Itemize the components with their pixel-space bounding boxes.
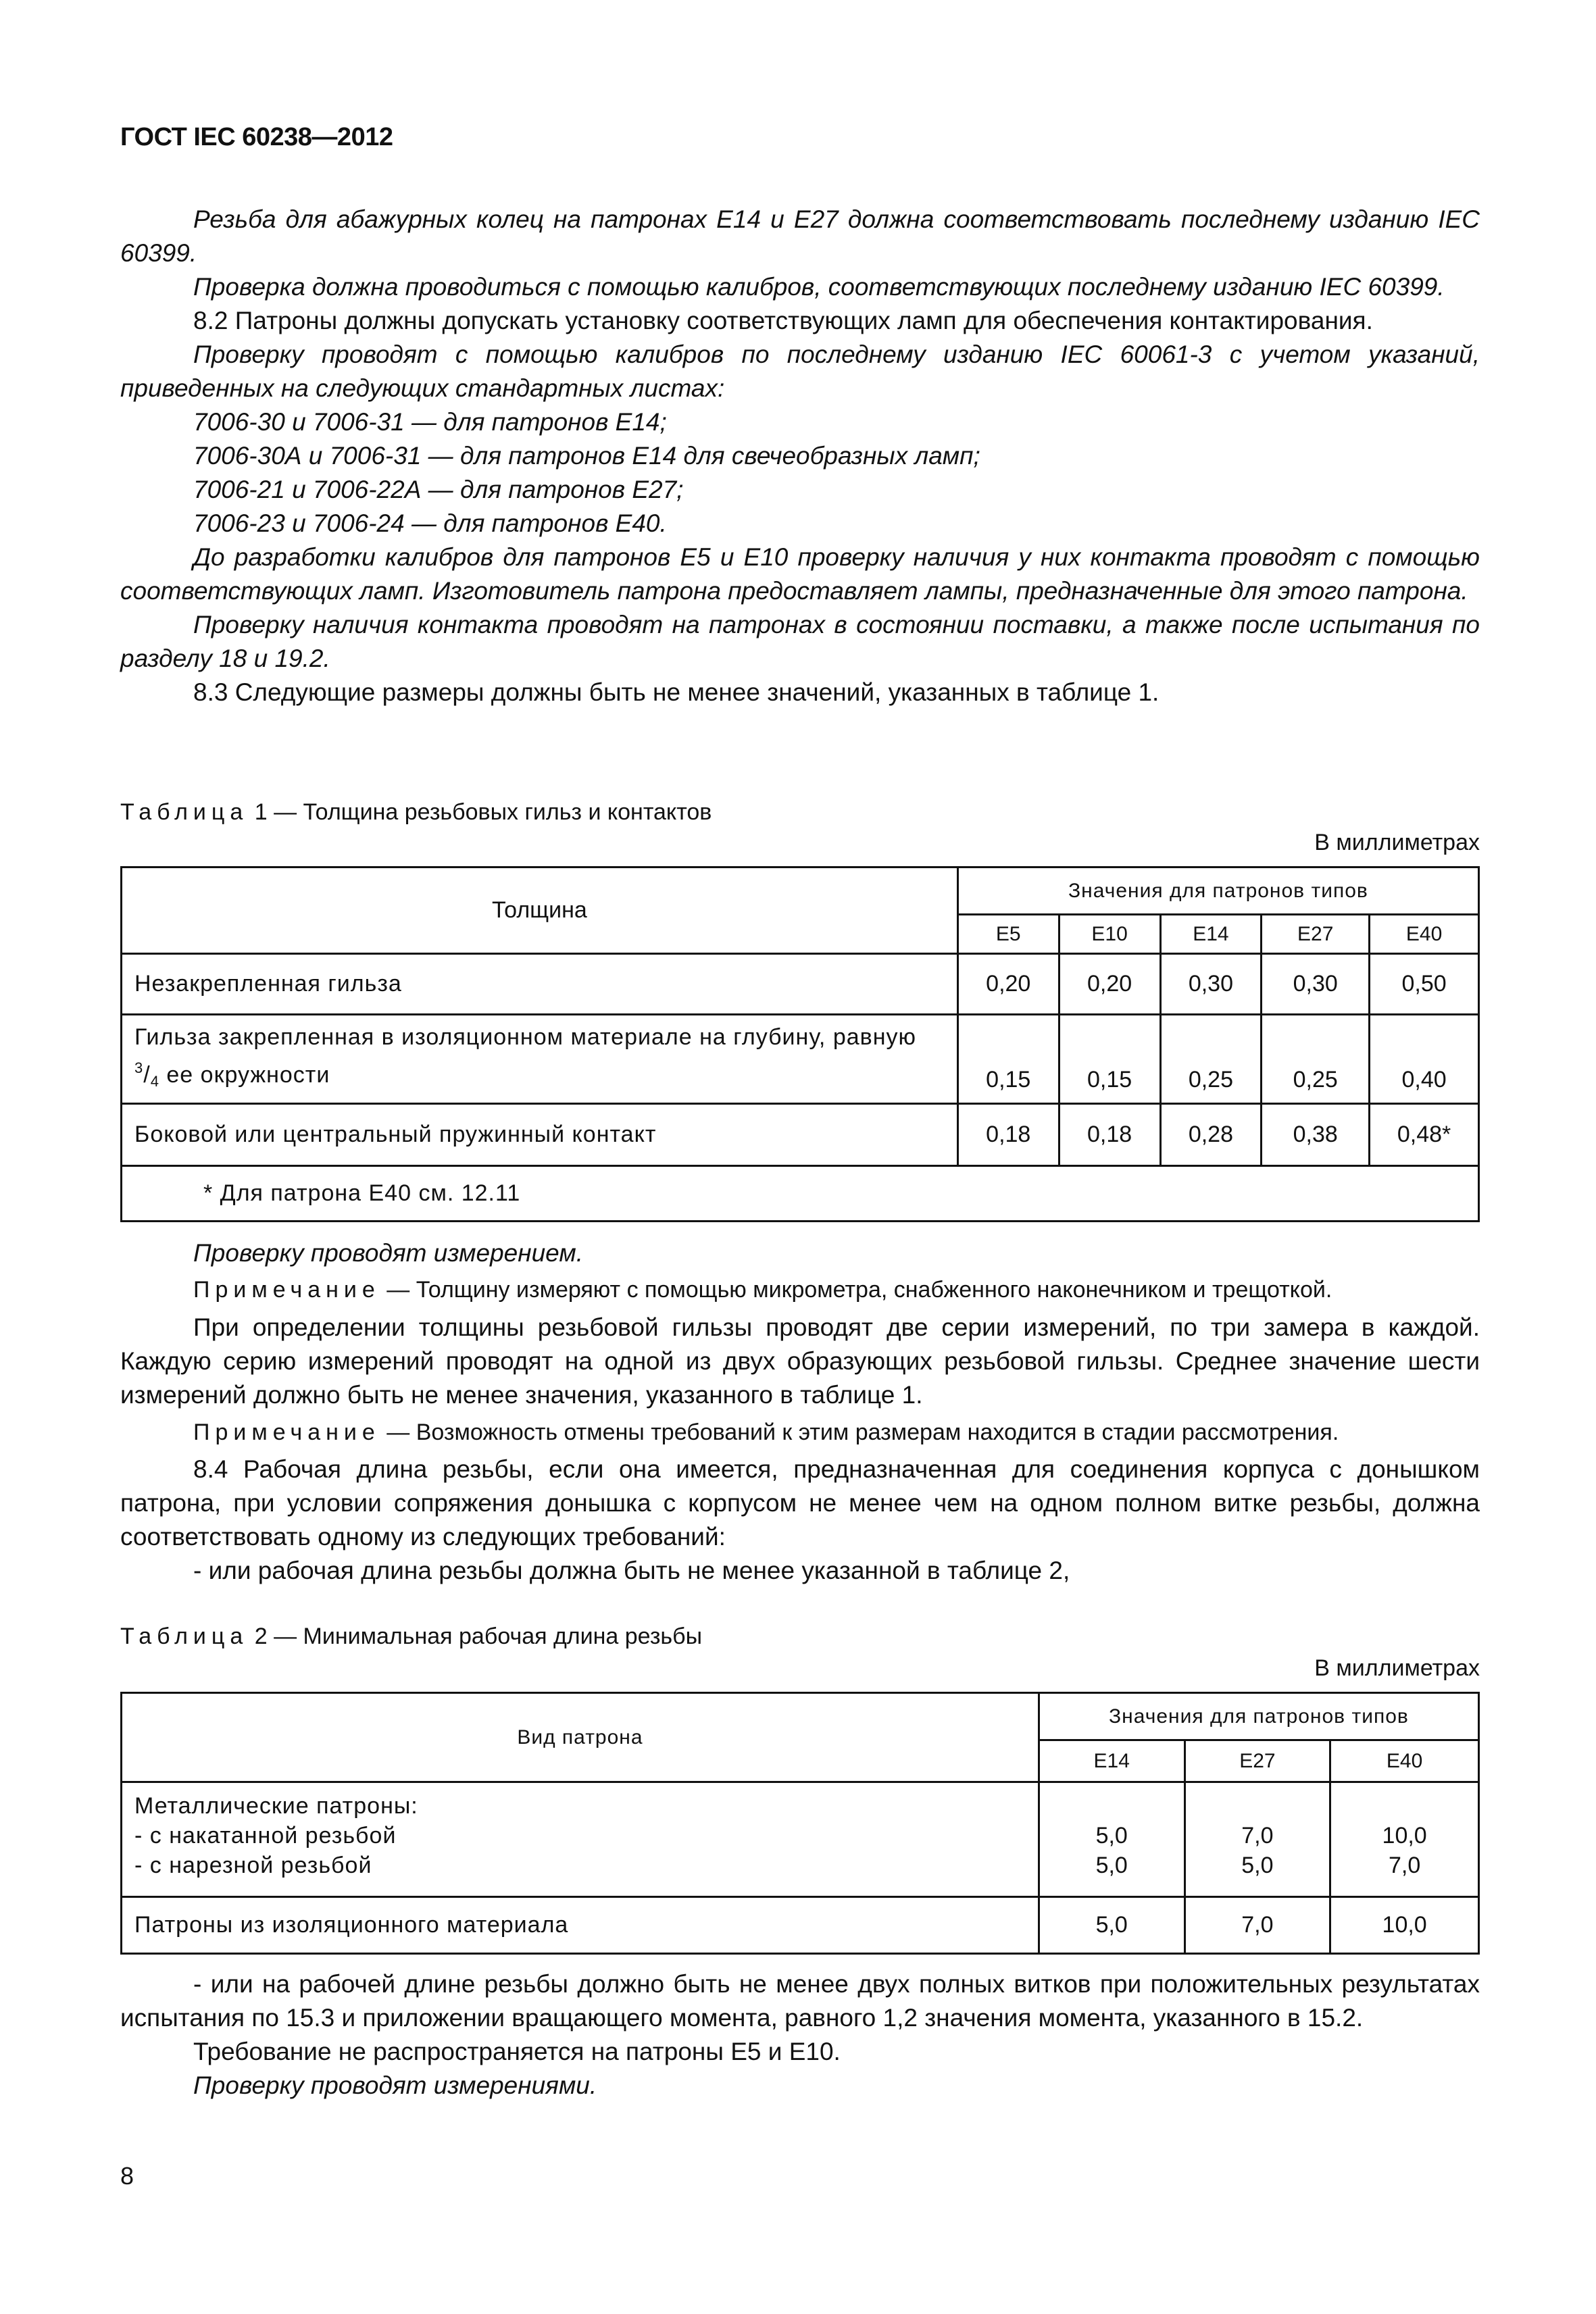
table-row: [122, 1897, 1479, 1954]
caption-word: Таблица: [120, 799, 249, 825]
page-number: 8: [120, 2162, 134, 2190]
paragraph: - или рабочая длина резьбы должна быть не менее указанной в таблице 2,: [193, 1557, 1070, 1584]
row-label: [122, 1782, 1039, 1897]
text-block-3: [120, 1967, 1480, 2103]
cell: 0,30: [1160, 954, 1262, 1015]
table2-type: Е14: [1039, 1740, 1184, 1782]
table1-type: Е40: [1370, 915, 1479, 954]
cell: 5,0: [1039, 1897, 1184, 1954]
table1-group-header: Значения для патронов типов: [957, 867, 1478, 915]
cell: 0,20: [957, 954, 1059, 1015]
note-text: — Толщину измеряют с помощью микрометра, снабженного наконечником и трещоткой.: [380, 1277, 1332, 1303]
table2-unit: В миллиметрах: [1314, 1655, 1480, 1681]
table2-group-header: Значения для патронов типов: [1039, 1693, 1478, 1740]
table-row: [122, 954, 1479, 1015]
paragraph: До разработки калибров для патронов Е5 и Е10 проверку наличия у них контакта проводят с помощью соответствующих ламп. Изготовитель патрона предоставляет лампы, предназначенные для этого патрона.: [120, 543, 1480, 605]
note-text: — Возможность отмены требований к этим размерам находится в стадии рассмотрения.: [380, 1419, 1339, 1445]
row-label-text: ее окружности: [159, 1061, 330, 1088]
cell: 7,0: [1184, 1897, 1330, 1954]
row-label-text: Гильза закрепленная в изоляционном материале на глубину, равную: [134, 1024, 916, 1050]
paragraph: 8.4 Рабочая длина резьбы, если она имеется, предназначенная для соединения корпуса с донышком патрона, при условии сопряжения донышка с корпусом не менее чем на одном полном витке резьбы, должна соответствовать одному из следующих требований:: [120, 1455, 1480, 1551]
cell: [1039, 1782, 1184, 1897]
paragraph: 8.2 Патроны должны допускать установку соответствующих ламп для обеспечения контактирования.: [193, 307, 1373, 334]
table1-type: Е5: [957, 915, 1059, 954]
table2-caption: [120, 1621, 702, 1651]
cell: 0,20: [1059, 954, 1160, 1015]
caption-word: Таблица: [120, 1624, 249, 1649]
cell: 0,25: [1160, 1015, 1262, 1104]
paragraph: Проверку проводят измерениями.: [193, 2071, 597, 2099]
table1-col-header: Толщина: [122, 867, 958, 954]
list-item: 7006-30 и 7006-31 — для патронов Е14;: [193, 408, 667, 436]
fraction-numerator: 3: [134, 1059, 144, 1076]
paragraph: Проверку проводят с помощью калибров по последнему изданию IEC 60061-3 с учетом указаний, приведенных на следующих стандартных листах:: [120, 341, 1480, 402]
list-item: 7006-30А и 7006-31 — для патронов Е14 для свечеобразных ламп;: [193, 442, 980, 470]
list-item: 7006-21 и 7006-22А — для патронов Е27;: [193, 476, 684, 503]
table-row: [122, 1104, 1479, 1166]
document-header: ГОСТ IEC 60238—2012: [120, 123, 393, 151]
cell-value: 5,0: [1241, 1853, 1274, 1878]
cell: 0,38: [1262, 1104, 1370, 1166]
fraction-slash: /: [143, 1061, 151, 1088]
cell: 0,28: [1160, 1104, 1262, 1166]
cell-value: 5,0: [1095, 1823, 1128, 1848]
note-2: [120, 1412, 1480, 1453]
table1-footnote: * Для патрона Е40 см. 12.11: [122, 1166, 1479, 1222]
table1-type: Е27: [1262, 915, 1370, 954]
fraction-denominator: 4: [150, 1072, 159, 1090]
paragraph: Резьба для абажурных колец на патронах Е14 и Е27 должна соответствовать последнему изданию IEC 60399.: [120, 205, 1480, 267]
text-block-2: [120, 1235, 1480, 1588]
note-word: Примечание: [193, 1419, 380, 1445]
table1: [120, 866, 1480, 1222]
cell: 0,18: [1059, 1104, 1160, 1166]
row-label-line: Металлические патроны:: [134, 1793, 418, 1819]
note-1: [120, 1272, 1480, 1308]
caption-text: 1 — Толщина резьбовых гильз и контактов: [248, 799, 712, 825]
text-block-1: [120, 203, 1480, 709]
table2-type: Е27: [1184, 1740, 1330, 1782]
table1-unit: В миллиметрах: [1314, 830, 1480, 855]
cell: 0,48*: [1370, 1104, 1479, 1166]
cell-value: 7,0: [1241, 1823, 1274, 1848]
row-label: Патроны из изоляционного материала: [122, 1897, 1039, 1954]
note-word: Примечание: [193, 1277, 380, 1303]
list-item: 7006-23 и 7006-24 — для патронов Е40.: [193, 509, 667, 537]
table2: [120, 1692, 1480, 1955]
row-label: Незакрепленная гильза: [122, 954, 958, 1015]
cell: 0,50: [1370, 954, 1479, 1015]
table2-type: Е40: [1330, 1740, 1479, 1782]
paragraph: Требование не распространяется на патроны Е5 и Е10.: [193, 2038, 841, 2065]
cell: 0,40: [1370, 1015, 1479, 1104]
row-label: [122, 1015, 958, 1104]
table1-type: Е10: [1059, 915, 1160, 954]
cell: 0,18: [957, 1104, 1059, 1166]
row-label: Боковой или центральный пружинный контакт: [122, 1104, 958, 1166]
paragraph: Проверка должна проводиться с помощью калибров, соответствующих последнему изданию IEC 60399.: [193, 273, 1445, 301]
cell: 10,0: [1330, 1897, 1479, 1954]
row-label-line: - с нарезной резьбой: [134, 1853, 372, 1878]
cell: [1330, 1782, 1479, 1897]
table2-col-header: Вид патрона: [122, 1693, 1039, 1782]
paragraph: 8.3 Следующие размеры должны быть не менее значений, указанных в таблице 1.: [193, 678, 1159, 706]
caption-text: 2 — Минимальная рабочая длина резьбы: [248, 1624, 703, 1649]
table-row: [122, 1015, 1479, 1104]
paragraph: - или на рабочей длине резьбы должно быть не менее двух полных витков при положительных результатах испытания по 15.3 и приложении вращающего момента, равного 1,2 значения момента, указанного в 15.2.: [120, 1970, 1480, 2032]
cell: 0,25: [1262, 1015, 1370, 1104]
table1-type: Е14: [1160, 915, 1262, 954]
table-row: [122, 1782, 1479, 1897]
check-text: Проверку проводят измерением.: [193, 1239, 583, 1267]
cell-value: 7,0: [1388, 1853, 1421, 1878]
cell: [1184, 1782, 1330, 1897]
paragraph: При определении толщины резьбовой гильзы проводят две серии измерений, по три замера в каждой. Каждую серию измерений проводят на одной из двух образующих резьбовой гильзы. Среднее значение шести измерений должно быть не менее значения, указанного в таблице 1.: [120, 1313, 1480, 1409]
cell-value: 10,0: [1382, 1823, 1427, 1848]
cell: 0,15: [1059, 1015, 1160, 1104]
cell: 0,15: [957, 1015, 1059, 1104]
table1-caption: [120, 797, 712, 827]
cell-value: 5,0: [1095, 1853, 1128, 1878]
row-label-line: - с накатанной резьбой: [134, 1823, 397, 1848]
cell: 0,30: [1262, 954, 1370, 1015]
paragraph: Проверку наличия контакта проводят на патронах в состоянии поставки, а также после испытания по разделу 18 и 19.2.: [120, 611, 1480, 672]
